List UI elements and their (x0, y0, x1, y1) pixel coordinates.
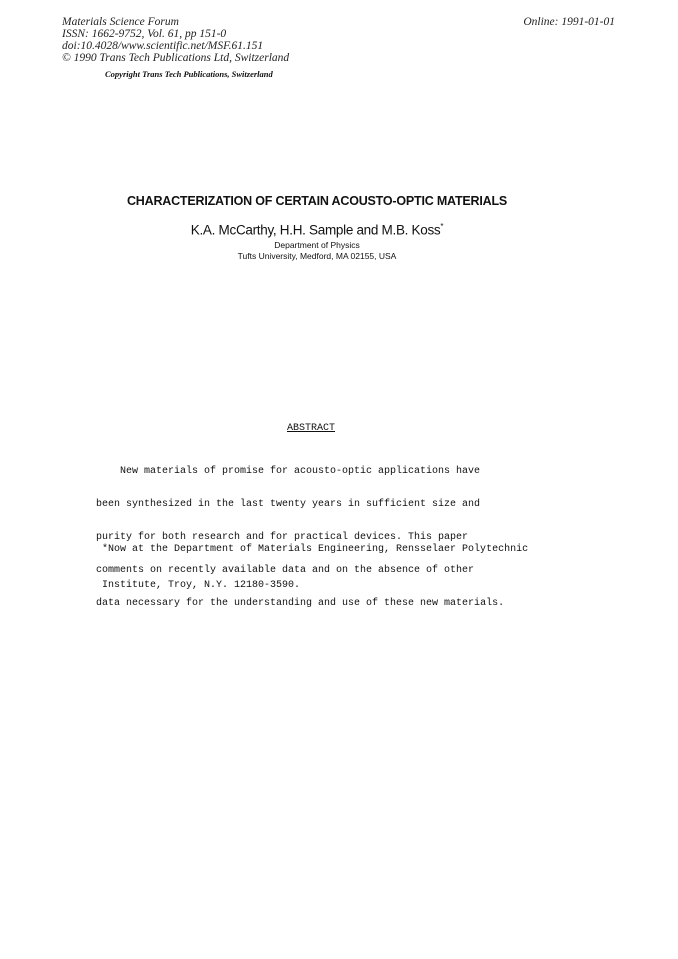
doi-line: doi:10.4028/www.scientific.net/MSF.61.151 (62, 40, 264, 52)
abstract-heading: ABSTRACT (286, 423, 335, 434)
online-date: Online: 1991-01-01 (523, 16, 615, 28)
footnote (102, 520, 528, 604)
author-names: K.A. McCarthy, H.H. Sample and M.B. Koss (190, 222, 441, 238)
journal-name: Materials Science Forum (62, 16, 179, 28)
abstract-line: New materials of promise for acousto-optic applications have (96, 466, 481, 477)
abstract-line: purity for both research and for practical devices. This paper (96, 532, 469, 543)
copyright-line: © 1990 Trans Tech Publications Ltd, Switzerland (62, 52, 290, 64)
abstract-line: been synthesized in the last twenty years in sufficient size and (96, 499, 481, 510)
department: Department of Physics (274, 240, 360, 250)
citation-header (62, 16, 289, 64)
issn-line: ISSN: 1662-9752, Vol. 61, pp 151-0 (62, 28, 227, 40)
abstract-line: data necessary for the understanding and use of these new materials. (96, 598, 505, 609)
author-list (0, 222, 634, 238)
author-footnote-mark: * (440, 222, 444, 231)
affiliation: Tufts University, Medford, MA 02155, USA (237, 251, 397, 261)
footnote-line: *Now at the Department of Materials Engineering, Rensselaer Polytechnic (102, 544, 529, 555)
publisher-copyright: Copyright Trans Tech Publications, Switzerland (105, 69, 273, 79)
abstract-line: comments on recently available data and on the absence of other (96, 565, 475, 576)
footnote-line: Institute, Troy, N.Y. 12180-3590. (102, 580, 301, 591)
paper-title: CHARACTERIZATION OF CERTAIN ACOUSTO-OPTIC MATERIALS (126, 194, 508, 208)
